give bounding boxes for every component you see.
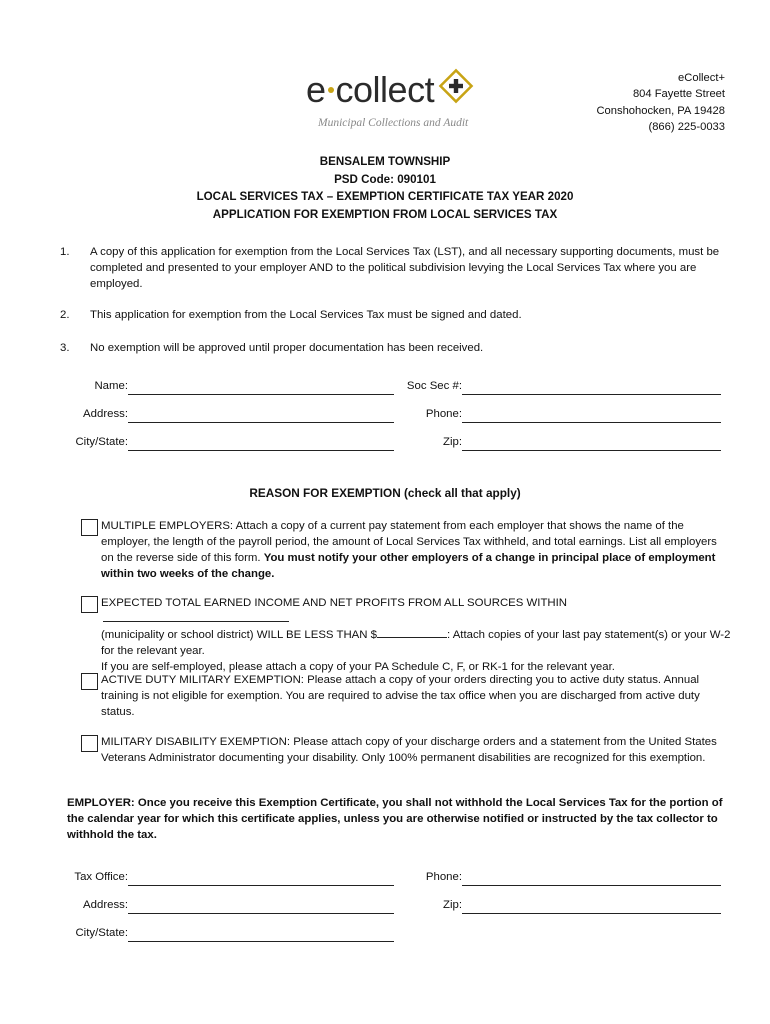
psd-code: PSD Code: 090101 [334,172,436,186]
income-exemption-part4: If you are self-employed, please attach a copy of your PA Schedule C, F, or RK-1 for the relevant year. [101,661,615,673]
municipality-field[interactable] [103,621,289,622]
certificate-title: LOCAL SERVICES TAX – EXEMPTION CERTIFICATE TAX YEAR 2020 [196,190,574,203]
income-exemption-part1: EXPECTED TOTAL EARNED INCOME AND NET PROFITS FROM ALL SOURCES WITHIN [101,597,568,609]
company-name: eCollect+ [678,72,725,84]
income-exemption-part2: (municipality or school district) WILL BE LESS THAN $ [101,629,377,641]
ecollect-logo [306,69,435,110]
instruction-number: 2. [60,309,70,321]
soc-sec-label: Soc Sec #: [406,380,462,392]
logo-plus-icon [438,68,474,104]
instruction-number: 1. [60,246,70,258]
address-field[interactable] [128,422,394,423]
military-disability-text: MILITARY DISABILITY EXEMPTION: Please attach copy of your discharge orders and a statement from the United States Veterans Administrator documenting your disability. Only 100% permanent disabilities are recognized for this exemption. [101,736,717,764]
city-state-field[interactable] [128,450,394,451]
multiple-employers-description: MULTIPLE EMPLOYERS: Attach a copy of a current pay statement from each employer that shows the name of the employer, the length of the payroll period, the amount of Local Services Tax withheld, and total earnings. List all employers on the reverse side of this form. [101,520,717,564]
city-state-label: City/State: [75,436,128,448]
phone-field[interactable] [462,422,721,423]
soc-sec-field[interactable] [462,394,721,395]
logo-letter-e: e [306,69,326,110]
instruction-text: A copy of this application for exemption from the Local Services Tax (LST), and all necessary supporting documents, must be completed and presented to your employer AND to the political subdivision levying the Local Services Tax where you are employed. [90,246,720,290]
application-title: APPLICATION FOR EXEMPTION FROM LOCAL SERVICES TAX [212,207,558,221]
office-city-state-label: City/State: [75,927,128,939]
office-address-field[interactable] [128,913,394,914]
instruction-item [60,244,720,292]
office-phone-field[interactable] [462,885,721,886]
document-title [0,153,770,223]
military-disability-checkbox[interactable] [81,735,98,752]
tax-office-field[interactable] [128,885,394,886]
reason-title: REASON FOR EXEMPTION (check all that apply) [249,486,521,500]
office-zip-field[interactable] [462,913,721,914]
tax-office-label: Tax Office: [74,871,128,883]
company-phone: (866) 225-0033 [648,120,725,133]
income-exemption-part3: : Attach copies of your last pay statement(s) or your W-2 for the relevant year. [101,629,731,657]
office-zip-label: Zip: [443,899,462,911]
address-label: Address: [83,408,128,420]
instruction-number: 3. [60,342,70,354]
active-duty-text: ACTIVE DUTY MILITARY EXEMPTION: Please attach a copy of your orders directing you to active duty status. Annual training is not eligible for exemption. You are required to advise the tax office when you are discharged from active duty status. [101,674,700,718]
township-name: BENSALEM TOWNSHIP [319,155,451,168]
company-address [596,70,725,135]
multiple-employers-notice: You must notify your other employers of a change in principal place of employment within two weeks of the change. [101,552,716,580]
income-amount-field[interactable] [377,637,447,638]
instruction-item [60,307,720,323]
active-duty-checkbox[interactable] [81,673,98,690]
logo-dot [328,87,334,93]
instruction-text: This application for exemption from the Local Services Tax must be signed and dated. [90,309,522,321]
employer-notice: EMPLOYER: Once you receive this Exemption Certificate, you shall not withhold the Local Services Tax for the portion of the calendar year for which this certificate applies, unless you are otherwise notified or instructed by the tax collector to withhold the tax. [67,797,723,841]
income-exemption-checkbox[interactable] [81,596,98,613]
income-exemption-text [101,595,731,675]
multiple-employers-text [101,518,731,582]
phone-label: Phone: [425,408,462,420]
multiple-employers-checkbox[interactable] [81,519,98,536]
instruction-text: No exemption will be approved until proper documentation has been received. [90,342,484,354]
office-address-label: Address: [83,899,128,911]
company-street: 804 Fayette Street [632,88,725,101]
office-phone-label: Phone: [425,871,462,883]
office-city-state-field[interactable] [128,941,394,942]
logo-wordmark: collect [335,69,435,110]
name-field[interactable] [128,394,394,395]
instruction-item [60,340,720,356]
zip-label: Zip: [443,436,462,448]
zip-field[interactable] [462,450,721,451]
name-label: Name: [94,380,128,392]
company-city: Conshohocken, PA 19428 [596,104,725,117]
logo-tagline: Municipal Collections and Audit [318,117,469,129]
